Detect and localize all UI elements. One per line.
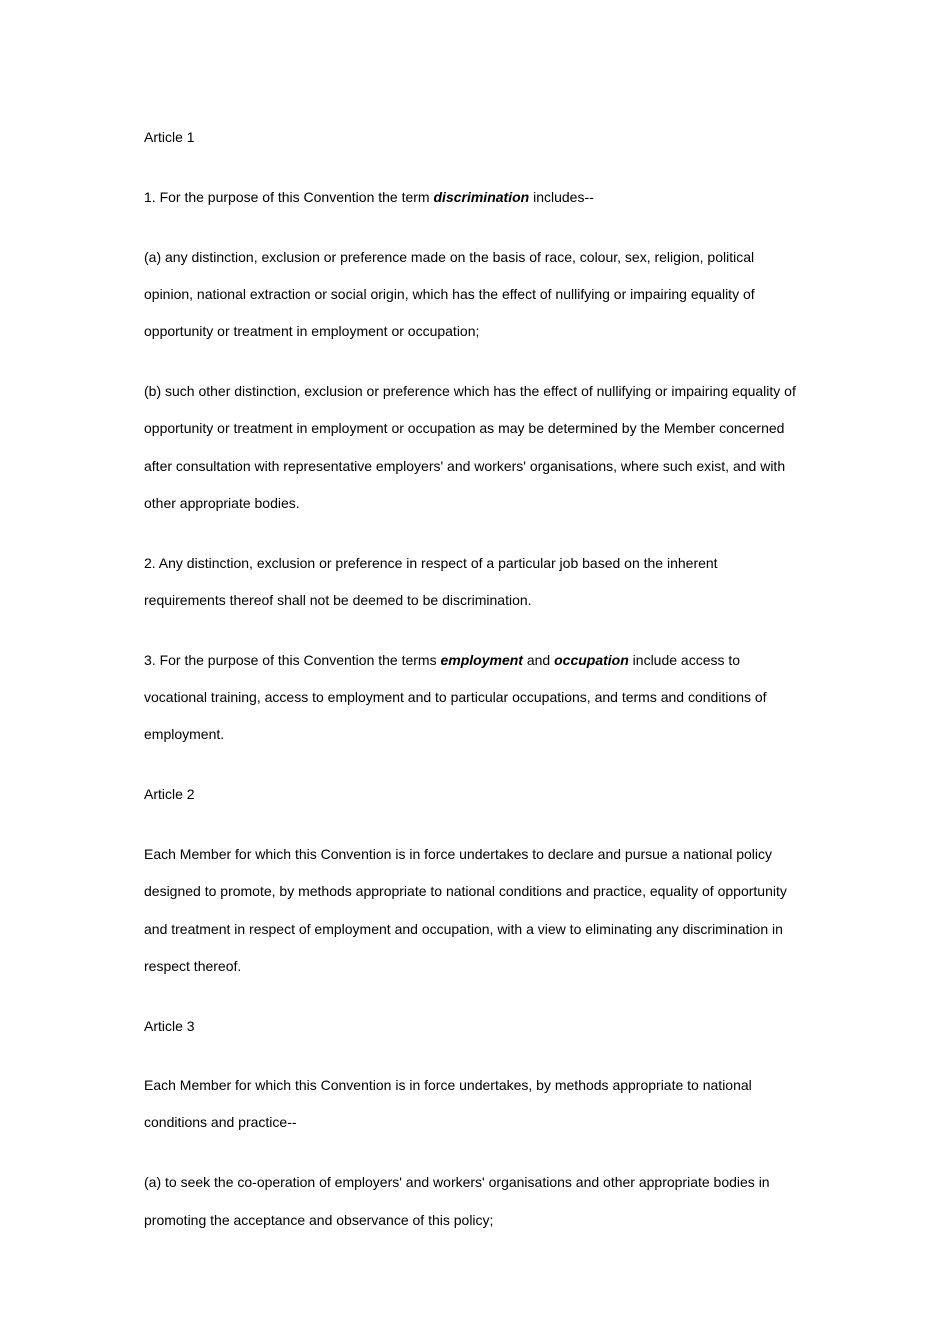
paragraph-text: 1. For the purpose of this Convention the term xyxy=(144,189,434,205)
article-3-item-a-line: (a) to seek the co-operation of employers' and workers' organisations and other appropriate bodies in xyxy=(144,1174,770,1190)
article-1-paragraph-3-line: vocational training, access to employment and to particular occupations, and terms and conditions of xyxy=(144,689,767,705)
paragraph-text: and xyxy=(522,652,555,668)
article-1-item-a-line: opportunity or treatment in employment or occupation; xyxy=(144,323,480,339)
paragraph-text: 3. For the purpose of this Convention the terms xyxy=(144,652,441,668)
article-2-paragraph-line: designed to promote, by methods appropriate to national conditions and practice, equality of opportunity xyxy=(144,883,787,899)
article-1-item-b-line: (b) such other distinction, exclusion or preference which has the effect of nullifying or impairing equality of xyxy=(144,383,796,399)
article-2-heading: Article 2 xyxy=(144,786,195,802)
article-3-intro-line: conditions and practice-- xyxy=(144,1114,297,1130)
article-1-item-b-line: other appropriate bodies. xyxy=(144,495,300,511)
article-2-paragraph-line: and treatment in respect of employment and occupation, with a view to eliminating any discrimination in xyxy=(144,921,783,937)
article-1-paragraph-1 xyxy=(144,188,594,206)
article-2-paragraph-line: Each Member for which this Convention is in force undertakes to declare and pursue a national policy xyxy=(144,846,773,862)
article-3-intro-line: Each Member for which this Convention is in force undertakes, by methods appropriate to national xyxy=(144,1077,752,1093)
term-discrimination: discrimination xyxy=(433,189,530,205)
article-1-item-a-line: (a) any distinction, exclusion or preference made on the basis of race, colour, sex, religion, political xyxy=(144,249,755,265)
article-1-item-a-line: opinion, national extraction or social origin, which has the effect of nullifying or impairing equality of xyxy=(144,286,755,302)
term-employment: employment xyxy=(440,652,523,668)
term-occupation: occupation xyxy=(554,652,629,668)
article-2-paragraph-line: respect thereof. xyxy=(144,958,242,974)
article-1-paragraph-2-line: 2. Any distinction, exclusion or preference in respect of a particular job based on the inherent xyxy=(144,555,718,571)
article-1-heading: Article 1 xyxy=(144,129,195,145)
paragraph-text: include access to xyxy=(628,652,741,668)
paragraph-text: includes-- xyxy=(529,189,594,205)
article-1-item-b-line: after consultation with representative employers' and workers' organisations, where such exist, and with xyxy=(144,458,786,474)
article-1-paragraph-2-line: requirements thereof shall not be deemed to be discrimination. xyxy=(144,592,532,608)
article-3-item-a-line: promoting the acceptance and observance of this policy; xyxy=(144,1212,494,1228)
article-1-paragraph-3-line: employment. xyxy=(144,726,225,742)
article-1-paragraph-3 xyxy=(144,651,740,669)
article-3-heading: Article 3 xyxy=(144,1018,195,1034)
article-1-item-b-line: opportunity or treatment in employment or occupation as may be determined by the Member concerned xyxy=(144,420,785,436)
